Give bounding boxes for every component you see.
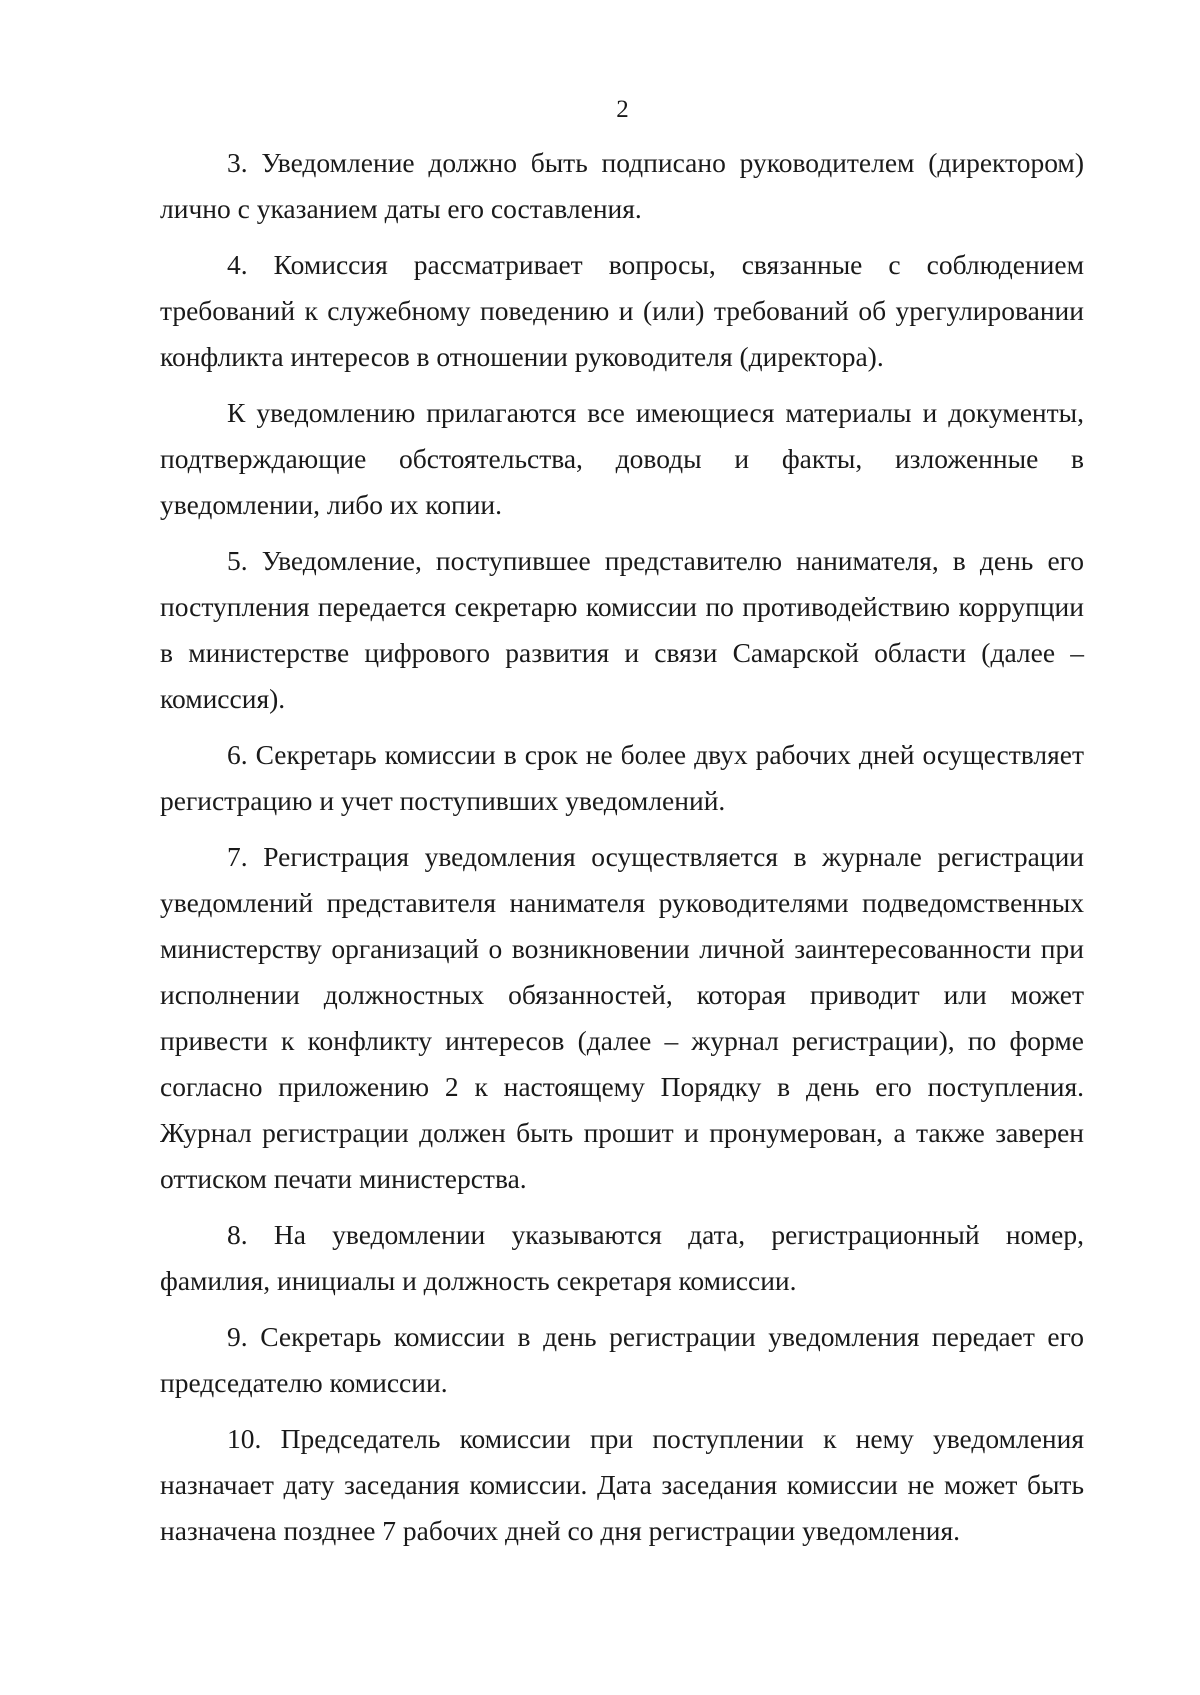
paragraph-9: 9. Секретарь комиссии в день регистрации уведомления передает его председателю комиссии. — [160, 1321, 1084, 1398]
paragraph-3: 3. Уведомление должно быть подписано руководителем (директором) лично с указанием даты его составления. — [160, 147, 1084, 224]
paragraph-7: 7. Регистрация уведомления осуществляется в журнале регистрации уведомлений представителя нанимателя руководителями подведомственных министерству организаций о возникновении личной заинтересованности при исполнении должностных обязанностей, которая приводит или может привести к конфликту интересов (далее – журнал регистрации), по форме согласно приложению 2 к настоящему Порядку в день его поступления. Журнал регистрации должен быть прошит и пронумерован, а также заверен оттиском печати министерства. — [160, 841, 1084, 1194]
paragraph-10: 10. Председатель комиссии при поступлении к нему уведомления назначает дату заседания комиссии. Дата заседания комиссии не может быть назначена позднее 7 рабочих дней со дня регистрации уведомления. — [160, 1423, 1084, 1546]
paragraph-4: 4. Комиссия рассматривает вопросы, связанные с соблюдением требований к служебному поведению и (или) требований об урегулировании конфликта интересов в отношении руководителя (директора). — [160, 249, 1084, 372]
paragraph-4-attachments: К уведомлению прилагаются все имеющиеся материалы и документы, подтверждающие обстоятельства, доводы и факты, изложенные в уведомлении, либо их копии. — [160, 397, 1084, 520]
paragraph-8: 8. На уведомлении указываются дата, регистрационный номер, фамилия, инициалы и должность секретаря комиссии. — [160, 1219, 1084, 1296]
page-number: 2 — [616, 96, 629, 123]
paragraph-6: 6. Секретарь комиссии в срок не более двух рабочих дней осуществляет регистрацию и учет поступивших уведомлений. — [160, 739, 1084, 816]
paragraph-5: 5. Уведомление, поступившее представителю нанимателя, в день его поступления передается секретарю комиссии по противодействию коррупции в министерстве цифрового развития и связи Самарской области (далее – комиссия). — [160, 545, 1084, 714]
document-body — [160, 140, 1084, 1554]
